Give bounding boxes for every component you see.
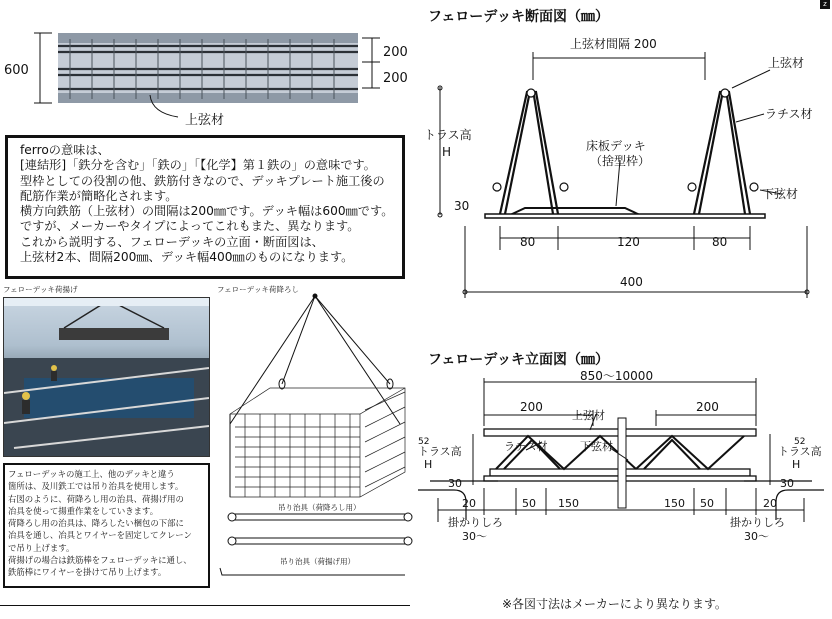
section-bottom-chord-label: 下弦材 <box>762 187 799 201</box>
section-total-width: 400 <box>620 275 643 289</box>
lowering-jig <box>228 513 412 521</box>
elevation-lattice-label: ラチス材 <box>504 440 548 453</box>
note-line: で吊り上げます。 <box>8 542 75 553</box>
elevation-bottom-dim: 150 <box>558 497 579 510</box>
elevation-bottom-dim: 150 <box>664 497 685 510</box>
top-chord-bar <box>527 89 535 97</box>
section-truss-height-label: トラス高 <box>424 128 472 142</box>
note-line: 箇所は、及川鉄工では吊り治具を使用します。 <box>8 481 184 492</box>
section-title: フェローデッキ断面図（㎜） <box>428 9 610 25</box>
bottom-chord-bar <box>493 183 501 191</box>
bottom-chord-bar <box>750 183 758 191</box>
plan-spacing-label: 200 <box>383 45 408 60</box>
section-top-chord-label: 上弦材 <box>768 56 805 70</box>
elevation-span-label: 850～10000 <box>580 370 654 383</box>
section-flange-dim: 30 <box>454 199 470 213</box>
elevation-bottom-dim: 20 <box>462 497 476 510</box>
elevation-bearing-label: 掛かりしろ <box>448 516 503 529</box>
section-drawing <box>420 30 820 300</box>
elevation-truss-height-label: トラス高 <box>418 445 462 458</box>
elevation-top-dim: 200 <box>520 400 543 414</box>
elevation-bearing-label: 掛かりしろ <box>730 516 785 529</box>
hoist-illustration <box>210 292 415 592</box>
note-line: 荷揚げの場合は鉄筋棒をフェローデッキに通し、 <box>8 555 192 566</box>
note-line: フェローデッキの施工上、他のデッキと違う <box>8 469 175 479</box>
description-line: 配筋作業が簡略化されます。 <box>20 188 178 203</box>
plan-width-label: 600 <box>4 63 29 78</box>
elevation-bearing-value: 30～ <box>744 530 769 543</box>
description-box <box>5 135 405 279</box>
section-truss-height-symbol: H <box>442 145 452 159</box>
photo-caption: フェローデッキ荷揚げ <box>3 285 78 294</box>
section-top-spacing-label: 上弦材間隔 200 <box>570 37 657 51</box>
elevation-bottom-dim: 20 <box>763 497 777 510</box>
description-line: これから説明する、フェローデッキの立面・断面図は、 <box>20 234 324 249</box>
lifting-jig <box>228 537 412 545</box>
lifting-photo <box>3 297 210 457</box>
elevation-52-label: 52 <box>418 437 430 447</box>
elevation-30-label: 30 <box>448 477 462 490</box>
section-lattice-label: ラチス材 <box>765 107 813 121</box>
break-line <box>618 418 626 508</box>
description-line: ですが、メーカーやタイプによってこれもまた、異なります。 <box>20 219 360 234</box>
top-chord-bar <box>721 89 729 97</box>
deck-plan-figure <box>0 25 420 135</box>
bottom-chord-bar <box>688 183 696 191</box>
description-line: 上弦材2本、間隔200㎜、デッキ幅400㎜のものになります。 <box>20 250 354 265</box>
deck-bundle <box>230 388 405 497</box>
elevation-title: フェローデッキ立面図（㎜） <box>428 352 610 368</box>
elevation-52-label: 52 <box>794 437 806 447</box>
elevation-bottom-dim: 50 <box>522 497 536 510</box>
bottom-chord-bar <box>560 183 568 191</box>
elevation-truss-height-label: トラス高 <box>778 445 822 458</box>
section-divider <box>0 605 410 606</box>
jig-label: 吊り治具（荷揚げ用） <box>280 557 355 566</box>
note-line: 冶具を通し、冶具とワイヤーを固定してクレーン <box>8 530 192 541</box>
deck-plate <box>485 214 765 218</box>
jig-label: 吊り治具（荷降ろし用） <box>278 503 361 512</box>
elevation-truss-height-symbol: H <box>792 458 801 471</box>
elevation-top-dim: 200 <box>696 400 719 414</box>
description-line: 型枠としての役割の他、鉄筋付きなので、デッキプレート施工後の <box>20 173 385 188</box>
note-box <box>3 463 210 588</box>
plan-top-chord-label: 上弦材 <box>185 113 225 128</box>
description-line: ferroの意味は、 <box>20 143 110 157</box>
elevation-truss-height-symbol: H <box>424 458 433 471</box>
plan-spacing-label: 200 <box>383 71 408 86</box>
elevation-top-chord-label: 上弦材 <box>572 409 605 422</box>
elevation-bottom-chord-label: 下弦材 <box>580 440 613 453</box>
note-line: 鉄筋棒にワイヤーを掛けて吊り上げます。 <box>8 567 167 578</box>
elevation-bearing-value: 30～ <box>462 530 487 543</box>
section-deck-label: 床板デッキ <box>586 139 646 153</box>
description-line: 横方向鉄筋（上弦材）の間隔は200㎜です。デッキ幅は600㎜です。 <box>20 204 394 219</box>
footnote: ※各図寸法はメーカーにより異なります。 <box>502 597 727 611</box>
section-bottom-dim: 120 <box>617 235 640 249</box>
hoist-caption: フェローデッキ荷降ろし <box>217 285 299 294</box>
section-deck-label: （捨型枠） <box>590 154 651 168</box>
elevation-bottom-dim: 50 <box>700 497 714 510</box>
section-bottom-dim: 80 <box>712 235 728 249</box>
section-bottom-dim: 80 <box>520 235 536 249</box>
corner-mark: z <box>820 0 830 9</box>
description-line: [連結形]「鉄分を含む」「鉄の」「【化学】第１鉄の」の意味です。 <box>20 158 376 173</box>
note-line: 冶具を使って揚重作業をしていきます。 <box>8 505 159 516</box>
elevation-drawing <box>418 370 828 570</box>
note-line: 右図のように、荷降ろし用の治具、荷揚げ用の <box>8 493 184 504</box>
note-line: 荷降ろし用の治具は、降ろしたい梱包の下部に <box>8 518 184 529</box>
elevation-30-label: 30 <box>780 477 794 490</box>
